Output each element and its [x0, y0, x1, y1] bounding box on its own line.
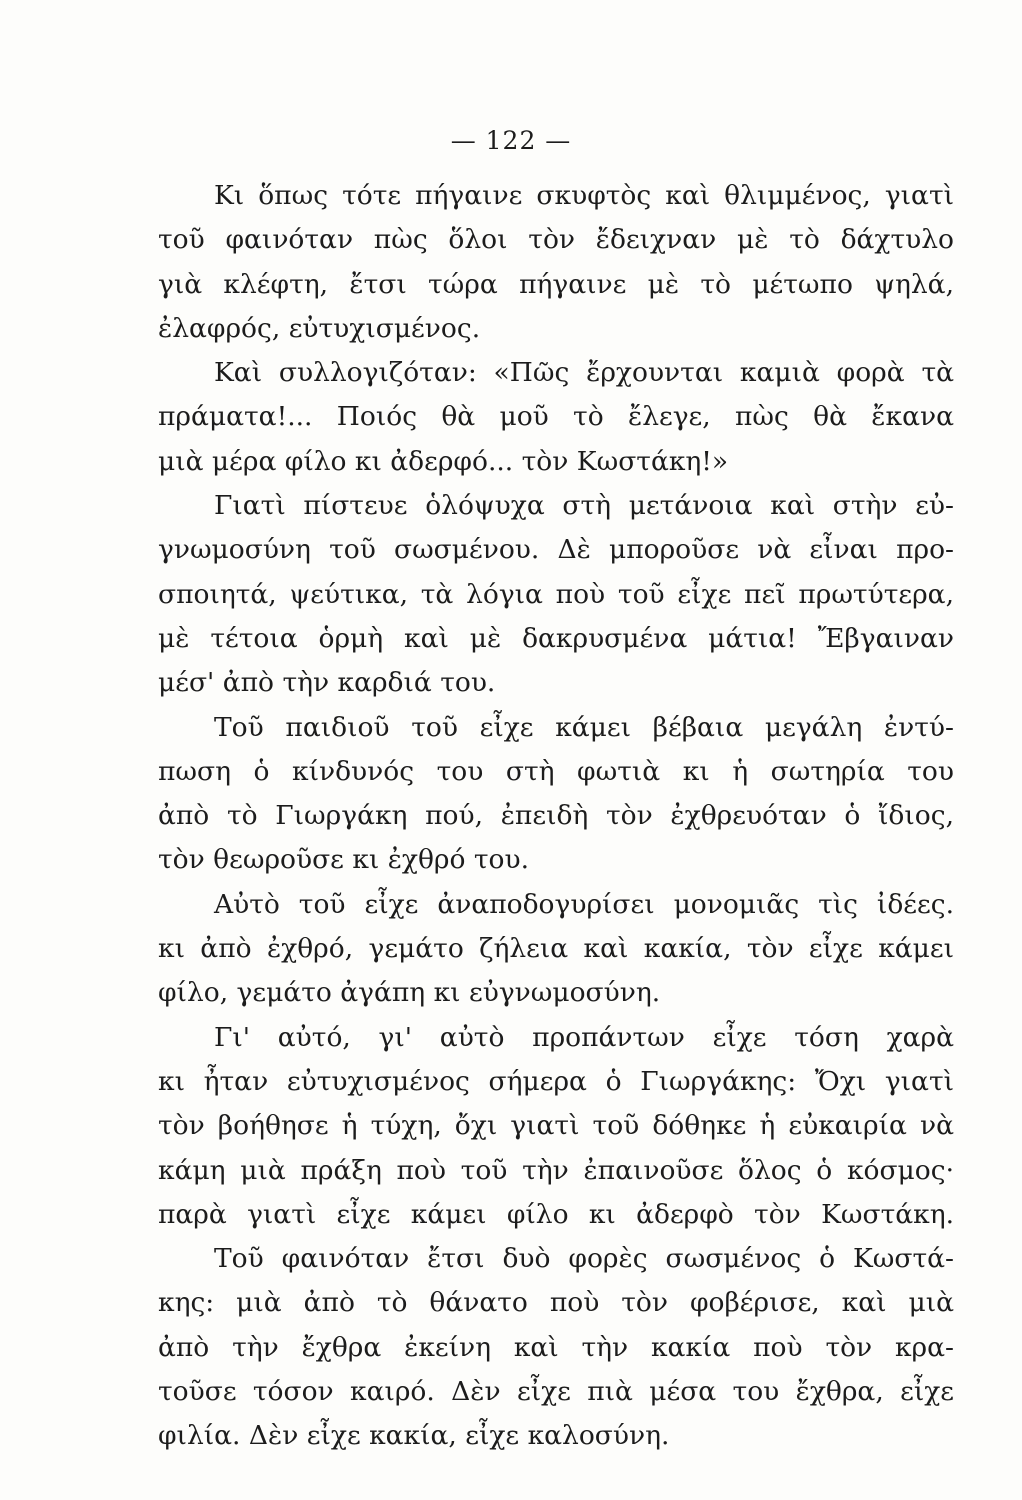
- text-line: μιὰ μέρα φίλο κι ἀδερφό... τὸν Κωστάκη!»: [158, 445, 729, 477]
- text-line: φιλία. Δὲν εἶχε κακία, εἶχε καλοσύνη.: [158, 1420, 670, 1452]
- text-line: Τοῦ παιδιοῦ τοῦ εἶχε κάμει βέβαια μεγάλη ἐντύ-: [214, 711, 954, 743]
- text-line: φίλο, γεμάτο ἀγάπη κι εὐγνωμοσύνη.: [158, 977, 661, 1009]
- text-line: κης: μιὰ ἀπὸ τὸ θάνατο ποὺ τὸν φοβέρισε, καὶ μιὰ: [158, 1287, 954, 1319]
- text-line: Αὐτὸ τοῦ εἶχε ἀναποδογυρίσει μονομιᾶς τὶς ἰδέες.: [214, 888, 954, 920]
- text-line: πράματα!... Ποιός θὰ μοῦ τὸ ἔλεγε, πὼς θὰ ἔκανα: [158, 401, 954, 433]
- text-line: ἀπὸ τὸ Γιωργάκη πού, ἐπειδὴ τὸν ἐχθρευόταν ὁ ἴδιος,: [158, 800, 954, 832]
- text-line: γνωμοσύνη τοῦ σωσμένου. Δὲ μποροῦσε νὰ εἶναι προ-: [158, 534, 954, 566]
- text-line: κι ἦταν εὐτυχισμένος σήμερα ὁ Γιωργάκης: Ὄχι γιατὶ: [158, 1065, 954, 1097]
- text-line: Τοῦ φαινόταν ἔτσι δυὸ φορὲς σωσμένος ὁ Κωστά-: [214, 1243, 954, 1275]
- text-line: ἐλαφρός, εὐτυχισμένος.: [158, 312, 481, 344]
- text-line: Γιατὶ πίστευε ὁλόψυχα στὴ μετάνοια καὶ στὴν εὐ-: [214, 490, 954, 522]
- text-line: Καὶ συλλογιζόταν: «Πῶς ἔρχουνται καμιὰ φορὰ τὰ: [214, 357, 954, 389]
- text-line: μὲ τέτοια ὁρμὴ καὶ μὲ δακρυσμένα μάτια! Ἔβγαιναν: [158, 622, 954, 654]
- text-line: τὸν θεωροῦσε κι ἐχθρό του.: [158, 844, 530, 876]
- text-line: Γι' αὐτό, γι' αὐτὸ προπάντων εἶχε τόση χαρὰ: [214, 1021, 954, 1053]
- text-line: κι ἀπὸ ἐχθρό, γεμάτο ζήλεια καὶ κακία, τὸν εἶχε κάμει: [158, 933, 954, 965]
- text-line: Κι ὅπως τότε πήγαινε σκυφτὸς καὶ θλιμμένος, γιατὶ: [214, 180, 954, 211]
- text-line: τοῦ φαινόταν πὼς ὅλοι τὸν ἔδειχναν μὲ τὸ δάχτυλο: [158, 224, 954, 256]
- text-line: κάμη μιὰ πράξη ποὺ τοῦ τὴν ἐπαινοῦσε ὅλος ὁ κόσμος·: [158, 1154, 954, 1186]
- text-line: γιὰ κλέφτη, ἔτσι τώρα πήγαινε μὲ τὸ μέτωπο ψηλά,: [158, 268, 954, 300]
- text-line: τοῦσε τόσον καιρό. Δὲν εἶχε πιὰ μέσα του ἔχθρα, εἶχε: [158, 1376, 954, 1408]
- page-number: — 122 —: [450, 126, 572, 155]
- text-line: μέσ' ἀπὸ τὴν καρδιά του.: [158, 667, 496, 699]
- body-text: [158, 174, 954, 1459]
- text-line: τὸν βοήθησε ἡ τύχη, ὄχι γιατὶ τοῦ δόθηκε ἡ εὐκαιρία νὰ: [158, 1110, 954, 1142]
- text-line: πωση ὁ κίνδυνός του στὴ φωτιὰ κι ἡ σωτηρία του: [158, 755, 954, 787]
- text-line: παρὰ γιατὶ εἶχε κάμει φίλο κι ἀδερφὸ τὸν Κωστάκη.: [158, 1198, 954, 1230]
- text-line: ἀπὸ τὴν ἔχθρα ἐκείνη καὶ τὴν κακία ποὺ τὸν κρα-: [158, 1331, 954, 1363]
- text-line: σποιητά, ψεύτικα, τὰ λόγια ποὺ τοῦ εἶχε πεῖ πρωτύτερα,: [158, 578, 954, 610]
